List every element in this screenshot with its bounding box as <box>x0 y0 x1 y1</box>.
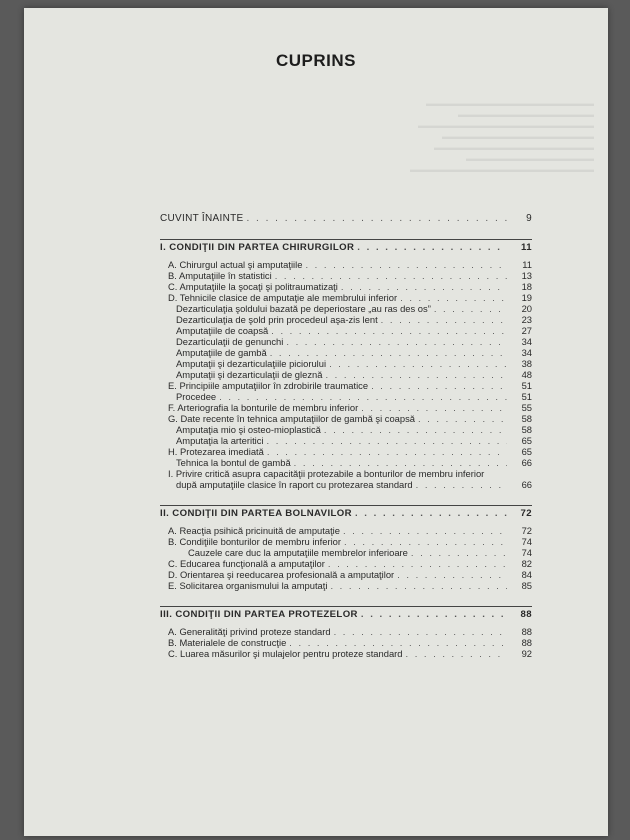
toc-entry <box>160 281 532 292</box>
toc-entry-page: 82 <box>521 558 532 569</box>
dot-leader <box>267 435 507 446</box>
toc-entry <box>160 435 532 446</box>
dot-leader <box>328 558 507 569</box>
dot-leader <box>357 242 507 253</box>
dot-leader <box>355 508 507 519</box>
toc-entry-page: 58 <box>521 424 532 435</box>
dot-leader <box>400 292 507 303</box>
toc-entry <box>160 648 532 659</box>
toc-entry-label: G. Date recente în tehnica amputaţiilor de gambă şi coapsă <box>168 413 416 424</box>
toc-entry <box>160 358 532 369</box>
toc-entry-page: 92 <box>521 648 532 659</box>
toc-entry-label: A. Generalităţi privind proteze standard <box>168 626 331 637</box>
toc-entry-label: Cauzele care duc la amputaţiile membrelor inferioare <box>188 547 408 558</box>
toc-entry <box>160 547 532 558</box>
toc-entry-page: 34 <box>521 347 532 358</box>
toc-entry-page: 13 <box>521 270 532 281</box>
dot-leader <box>418 413 507 424</box>
toc-entry-label: Amputaţii şi dezarticulaţiile piciorului <box>176 358 327 369</box>
section-heading <box>160 609 532 620</box>
toc-entry-label: Amputaţiile de coapsă <box>176 325 269 336</box>
dot-leader <box>371 380 507 391</box>
toc-entry-page: 18 <box>521 281 532 292</box>
toc-entry-page: 74 <box>521 536 532 547</box>
section-heading-label: I. CONDIŢII DIN PARTEA CHIRURGILOR <box>160 242 355 253</box>
toc-entry <box>160 314 532 325</box>
dot-leader <box>411 547 507 558</box>
toc-entry <box>160 569 532 580</box>
toc-entry-label: B. Amputaţiile în statistici <box>168 270 272 281</box>
toc-entry <box>160 303 532 314</box>
section-heading <box>160 242 532 253</box>
toc-entry-label: D. Tehnicile clasice de amputaţie ale membrului inferior <box>168 292 398 303</box>
dot-leader <box>325 369 507 380</box>
toc-entry <box>160 457 532 468</box>
section-heading <box>160 508 532 519</box>
dot-leader <box>361 402 507 413</box>
dot-leader <box>289 637 507 648</box>
section-rule <box>160 505 532 506</box>
dot-leader <box>416 479 507 490</box>
toc-entry-page: 11 <box>522 259 532 270</box>
toc-entry <box>160 626 532 637</box>
toc-entry-page: 23 <box>521 314 532 325</box>
toc-entry-label: D. Orientarea şi reeducarea profesională a amputaţilor <box>168 569 395 580</box>
section-heading-page: 88 <box>520 609 532 620</box>
toc-entry <box>160 525 532 536</box>
dot-leader <box>286 336 507 347</box>
toc-entry <box>160 558 532 569</box>
dot-leader <box>344 536 507 547</box>
toc-entry-page: 34 <box>521 336 532 347</box>
toc-entry-label: F. Arteriografia la bonturile de membru inferior <box>168 402 359 413</box>
dot-leader <box>324 424 507 435</box>
toc-entry-page: 66 <box>521 479 532 490</box>
toc-intro-row <box>160 213 532 224</box>
toc-entry-label: Amputaţia mio şi osteo-mioplastică <box>176 424 321 435</box>
toc-entry-label: Dezarticulaţia şoldului bazată pe deperiostare „au ras des os” <box>176 303 431 314</box>
toc-entry <box>160 336 532 347</box>
toc-entry-page: 88 <box>521 626 532 637</box>
toc-entry <box>160 446 532 457</box>
toc-entry-label: C. Luarea măsurilor şi mulajelor pentru proteze standard <box>168 648 403 659</box>
toc-entry-page: 88 <box>521 637 532 648</box>
dot-leader <box>275 270 507 281</box>
toc-entry-label: Amputaţiile de gambă <box>176 347 267 358</box>
toc-entry <box>160 347 532 358</box>
toc-entry <box>160 580 532 591</box>
toc-entry-label: C. Educarea funcţională a amputaţilor <box>168 558 325 569</box>
dot-leader <box>270 347 507 358</box>
toc-entry-page: 84 <box>521 569 532 580</box>
toc-entry-label: A. Chirurgul actual şi amputaţiile <box>168 259 303 270</box>
toc-entry-page: 51 <box>521 391 532 402</box>
dot-leader <box>219 391 507 402</box>
toc-entry-label: A. Reacţia psihică pricinuită de amputaţie <box>168 525 340 536</box>
toc-intro-page: 9 <box>526 213 532 224</box>
toc-entry-label: E. Solicitarea organismului la amputaţi <box>168 580 328 591</box>
toc-entry-page: 51 <box>521 380 532 391</box>
toc-entry-label: E. Principiile amputaţiilor în zdrobirile traumatice <box>168 380 369 391</box>
toc-entry <box>160 637 532 648</box>
toc-entry <box>160 413 532 424</box>
toc-entry-page: 27 <box>521 325 532 336</box>
toc-entry-page: 74 <box>521 547 532 558</box>
toc-entry-label: Procedee <box>176 391 217 402</box>
toc-entry <box>160 479 532 490</box>
dot-leader <box>305 259 507 270</box>
dot-leader <box>330 580 507 591</box>
toc-entry-page: 85 <box>521 580 532 591</box>
dot-leader <box>381 314 507 325</box>
dot-leader <box>329 358 507 369</box>
toc-entry-page: 72 <box>521 525 532 536</box>
dot-leader <box>334 626 507 637</box>
toc-entry <box>160 468 532 479</box>
table-of-contents <box>160 213 532 659</box>
toc-entry-label: I. Privire critică asupra capacităţii protezabile a bonturilor de membru inferior <box>168 468 485 479</box>
toc-entry <box>160 536 532 547</box>
toc-entry <box>160 270 532 281</box>
dot-leader <box>397 569 507 580</box>
toc-entry-label: Dezarticulaţia de şold prin procedeul aşa-zis lent <box>176 314 378 325</box>
section-rule <box>160 606 532 607</box>
toc-entry-page: 65 <box>521 446 532 457</box>
toc-entry <box>160 292 532 303</box>
dot-leader <box>267 446 507 457</box>
section-rule <box>160 239 532 240</box>
toc-entry-label: B. Condiţiile bonturilor de membru inferior <box>168 536 341 547</box>
bleed-through-text: ▬▬▬▬▬▬▬▬▬▬▬▬▬▬▬▬▬▬▬▬▬ ▬▬▬▬▬▬▬▬▬▬▬▬▬▬▬▬▬ ▬▬▬▬▬▬▬▬▬▬▬▬▬▬▬▬▬▬▬▬▬▬ ▬▬▬▬▬▬▬▬▬▬▬▬▬▬▬▬▬▬▬ ▬▬▬▬▬▬▬▬▬▬▬▬▬▬▬▬▬▬▬▬ ▬▬▬▬▬▬▬▬▬▬▬▬▬▬▬▬ ▬▬▬▬▬▬▬▬▬▬▬▬▬▬▬▬▬▬▬▬▬▬▬ <box>410 99 594 174</box>
toc-entry-page: 55 <box>521 402 532 413</box>
toc-entry-page: 66 <box>521 457 532 468</box>
section-heading-label: II. CONDIŢII DIN PARTEA BOLNAVILOR <box>160 508 352 519</box>
toc-entry-label: C. Amputaţiile la şocaţi şi politraumatizaţi <box>168 281 338 292</box>
toc-entry-page: 48 <box>521 369 532 380</box>
document-page <box>24 8 608 836</box>
toc-entry-label: Dezarticulaţii de genunchi <box>176 336 284 347</box>
section-heading-page: 72 <box>520 508 532 519</box>
section-heading-label: III. CONDIŢII DIN PARTEA PROTEZELOR <box>160 609 358 620</box>
toc-entry <box>160 380 532 391</box>
dot-leader <box>343 525 507 536</box>
toc-entry-label: Amputaţia la arteritici <box>176 435 264 446</box>
toc-entry-label: H. Protezarea imediată <box>168 446 264 457</box>
toc-entry-label: Tehnica la bontul de gambă <box>176 457 291 468</box>
dot-leader <box>246 213 507 224</box>
toc-entry-page: 38 <box>521 358 532 369</box>
toc-entry <box>160 402 532 413</box>
toc-entry-label: Amputaţii şi dezarticulaţii de gleznă <box>176 369 323 380</box>
toc-entry-page: 58 <box>521 413 532 424</box>
toc-entry-label: B. Materialele de construcţie <box>168 637 287 648</box>
toc-intro-label: CUVINT ÎNAINTE <box>160 213 244 224</box>
toc-entry <box>160 259 532 270</box>
dot-leader <box>294 457 507 468</box>
toc-entry-page: 20 <box>521 303 532 314</box>
toc-entry <box>160 424 532 435</box>
dot-leader <box>271 325 507 336</box>
dot-leader <box>341 281 507 292</box>
toc-entry-label: după amputaţiile clasice în raport cu protezarea standard <box>176 479 413 490</box>
toc-entry-page: 65 <box>521 435 532 446</box>
dot-leader <box>361 609 507 620</box>
dot-leader <box>406 648 508 659</box>
toc-entry <box>160 369 532 380</box>
toc-entry <box>160 391 532 402</box>
page-title: CUPRINS <box>275 51 356 70</box>
dot-leader <box>434 303 507 314</box>
toc-entry-page: 19 <box>521 292 532 303</box>
section-heading-page: 11 <box>521 242 532 253</box>
toc-entry <box>160 325 532 336</box>
